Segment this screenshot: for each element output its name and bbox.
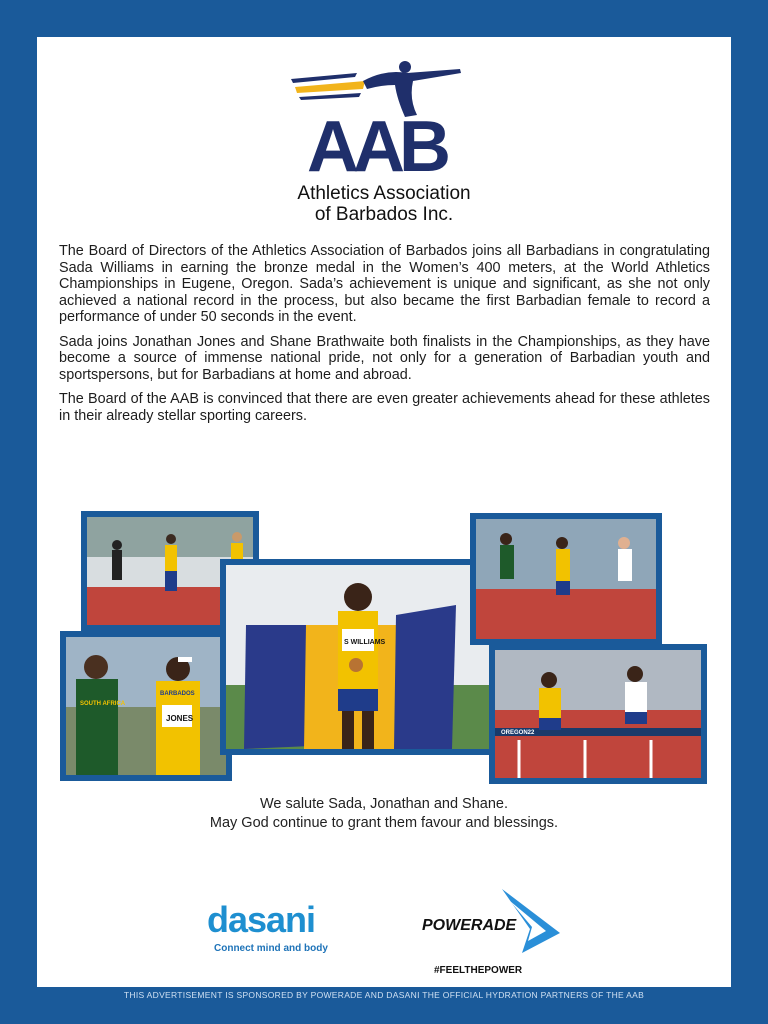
dasani-wordmark: dasani xyxy=(207,899,316,940)
paragraph-finalists: Sada joins Jonathan Jones and Shane Brathwaite both finalists in the Championships, as they have become a source of immense national pride, not only for a generation of Barbadian youth and sportspersons, but for Barbadians at home and abroad. xyxy=(59,333,710,383)
photo-jones-race xyxy=(470,513,662,645)
org-name-line2: of Barbados Inc. xyxy=(314,204,454,225)
dasani-tagline: Connect mind and body xyxy=(214,943,328,954)
dasani-logo xyxy=(207,900,357,954)
org-name-line1: Athletics Association xyxy=(297,183,471,204)
logo-letters: AAB xyxy=(307,107,445,179)
powerade-tagline: #FEELTHEPOWER xyxy=(434,965,523,976)
salute-line1: We salute Sada, Jonathan and Shane. xyxy=(259,796,509,812)
shirt-south-africa: SOUTH AFRICA xyxy=(80,701,126,707)
aab-runner-logo-icon xyxy=(285,59,475,179)
photo-shane-brathwaite-hurdles xyxy=(489,644,707,784)
bib-jones: JONES xyxy=(166,714,194,723)
sponsor-footer: THIS ADVERTISEMENT IS SPONSORED BY POWERADE AND DASANI THE OFFICIAL HYDRATION PARTNERS OF THE AAB xyxy=(123,990,645,1000)
powerade-wordmark: POWERADE xyxy=(422,917,517,934)
shirt-barbados: BARBADOS xyxy=(160,691,195,697)
salute-line2: May God continue to grant them favour and blessings. xyxy=(209,815,559,831)
statement-text xyxy=(59,243,710,432)
advertisement-panel xyxy=(37,37,731,987)
bib-sada: S WILLIAMS xyxy=(344,639,386,646)
photo-sada-williams-flag xyxy=(220,559,500,755)
powerade-logo xyxy=(422,887,572,987)
paragraph-future: The Board of the AAB is convinced that there are even greater achievements ahead for these athletes in their already stellar sporting careers. xyxy=(59,391,710,424)
aab-logo xyxy=(37,59,731,229)
banner-oregon: OREGON22 xyxy=(501,730,535,736)
paragraph-congratulations: The Board of Directors of the Athletics Association of Barbados joins all Barbadians in congratulating Sada Williams in earning the bronze medal in the Women’s 400 meters, at the World Athletics Championships in Eugene, Oregon. Sada’s achievement is unique and significant, as she not only achieved a national record in the process, but also became the first Barbadian female to record a performance of under 50 seconds in the event. xyxy=(59,243,710,325)
photo-jonathan-jones xyxy=(60,631,232,781)
